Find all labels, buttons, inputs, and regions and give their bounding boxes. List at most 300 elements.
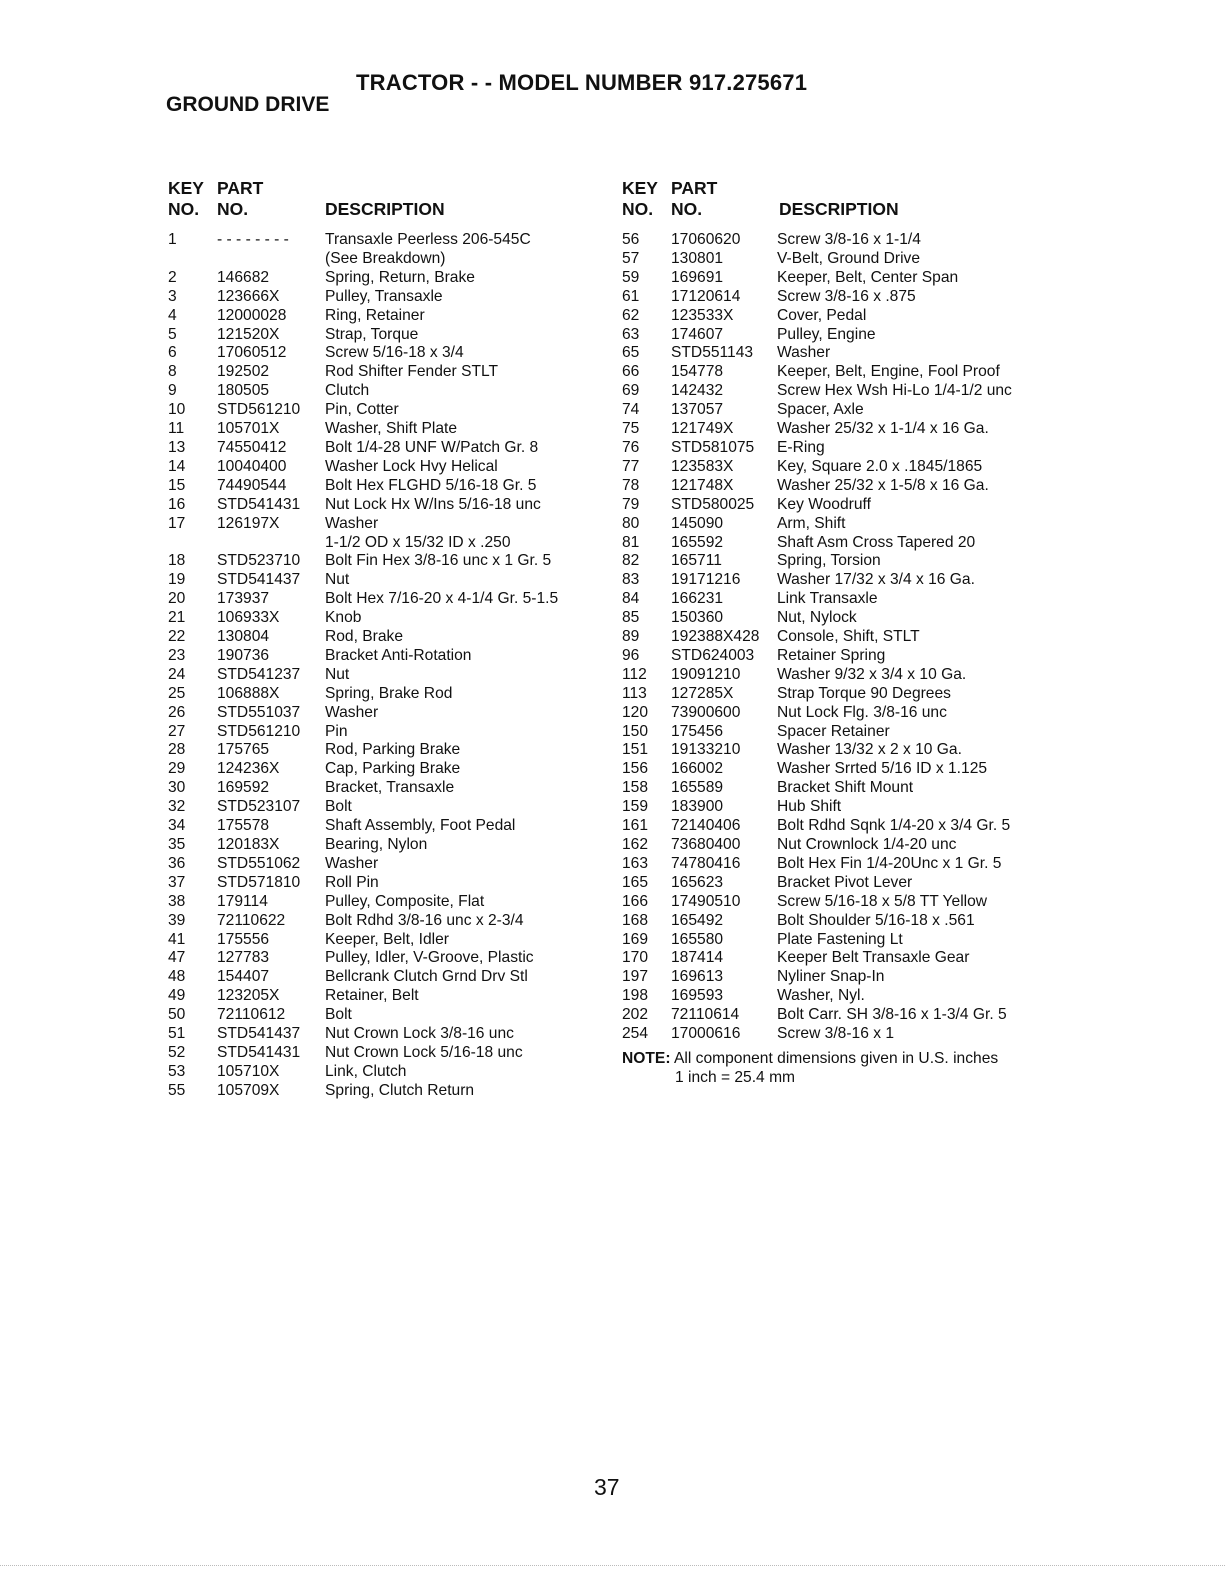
key-header-bottom: NO. [168,199,200,219]
description-header: DESCRIPTION [779,199,899,219]
part-description: Nut Crownlock 1/4-20 unc [777,836,957,853]
table-row [168,836,558,855]
part-number: 154778 [671,363,724,381]
part-number: 121520X [217,325,280,343]
part-number: 169592 [217,779,270,797]
part-number: 175556 [217,930,270,948]
part-number: 179114 [217,892,268,910]
table-row [622,439,1012,458]
part-description: Spring, Brake Rod [325,684,453,702]
table-row [168,269,558,288]
key-number: 32 [168,798,186,816]
parts-rows-right [622,231,1012,1044]
part-number: 74490544 [217,476,287,494]
part-description: Spring, Return, Brake [325,268,475,286]
table-row [168,477,558,496]
key-number: 163 [622,854,649,872]
part-description: Washer 25/32 x 1-1/4 x 16 Ga. [777,420,989,438]
part-number: 121749X [671,420,734,438]
table-row [168,704,558,723]
part-description: Nut Lock Flg. 3/8-16 unc [777,703,947,721]
table-row [622,382,1012,401]
key-number: 15 [168,476,186,494]
part-number: STD551143 [671,344,754,362]
key-number: 18 [168,552,186,570]
part-number: STD571810 [217,873,301,891]
key-number: 27 [168,722,186,740]
key-number: 254 [622,1025,649,1043]
table-row [168,779,558,798]
table-row [168,571,558,590]
key-number: 36 [168,854,186,872]
parts-list-left [168,178,558,1101]
part-number: 165492 [671,911,724,929]
part-number: 124236X [217,760,280,778]
part-description: 1-1/2 OD x 15/32 ID x .250 [325,533,511,551]
table-row [168,968,558,987]
part-number: 154407 [217,968,270,986]
part-description: Shaft Assembly, Foot Pedal [325,817,516,835]
table-row [168,609,558,628]
section-title: GROUND DRIVE [166,93,330,116]
table-row [622,836,1012,855]
part-number: 74550412 [217,438,287,456]
key-number: 34 [168,817,186,835]
key-number: 112 [622,665,647,683]
table-row [622,288,1012,307]
key-header-top: KEY [622,178,658,198]
table-row [622,534,1012,553]
description-header: DESCRIPTION [325,199,445,219]
part-description: Bolt [325,798,352,816]
table-row [168,1006,558,1025]
part-number: 74780416 [671,854,741,872]
table-row [168,647,558,666]
part-header-top: PART [671,178,718,198]
key-number: 202 [622,1006,649,1024]
part-number: 73900600 [671,703,741,721]
part-description: Pulley, Idler, V-Groove, Plastic [325,949,534,967]
part-number: 127783 [217,949,270,967]
part-description: Screw 3/8-16 x .875 [777,287,916,305]
key-number: 65 [622,344,640,362]
part-description: Keeper, Belt, Idler [325,930,449,948]
key-number: 8 [168,363,177,381]
table-row [622,326,1012,345]
part-description: Spacer, Axle [777,401,864,419]
key-number: 5 [168,325,177,343]
table-row [622,817,1012,836]
table-row [168,741,558,760]
key-number: 16 [168,495,186,513]
part-number: 17060512 [217,344,287,362]
part-description: Bolt Hex 7/16-20 x 4-1/4 Gr. 5-1.5 [325,590,559,608]
key-number: 53 [168,1062,186,1080]
part-description: Pin, Cotter [325,401,399,419]
table-row [622,344,1012,363]
table-row [622,987,1012,1006]
part-description: Console, Shift, STLT [777,628,920,646]
part-number: 166002 [671,760,724,778]
part-description: Rod Shifter Fender STLT [325,363,499,381]
table-row [168,1044,558,1063]
part-description: Screw 5/16-18 x 5/8 TT Yellow [777,892,988,910]
table-row [168,534,558,553]
part-number: 123205X [217,987,280,1005]
key-number: 41 [168,930,186,948]
part-description: Washer [325,703,379,721]
table-row [622,893,1012,912]
part-description: Screw 3/8-16 x 1 [777,1025,895,1043]
part-description: Link Transaxle [777,590,878,608]
part-number [217,534,325,553]
table-row [622,874,1012,893]
part-number: 180505 [217,382,270,400]
key-number: 120 [622,703,649,721]
part-description: Nut [325,665,350,683]
part-description: Transaxle Peerless 206-545C [325,231,531,248]
table-row [622,1006,1012,1025]
key-number: 17 [168,514,186,532]
part-number: 190736 [217,646,270,664]
part-number: STD523107 [217,798,301,816]
part-number: 183900 [671,798,724,816]
parts-rows-left [168,231,558,1101]
part-header-bottom: NO. [671,199,703,219]
scan-edge-divider [0,1565,1225,1566]
table-row [622,477,1012,496]
parts-table-header [622,178,1012,222]
part-number: 19171216 [671,571,741,589]
part-description: Pulley, Transaxle [325,287,443,305]
key-number: 22 [168,628,186,646]
table-row [622,685,1012,704]
table-row [168,912,558,931]
part-number: STD541437 [217,571,301,589]
note-label: NOTE: [622,1049,671,1067]
table-row [622,515,1012,534]
key-number: 79 [622,495,640,513]
key-number: 150 [622,722,649,740]
part-header-bottom: NO. [217,199,249,219]
part-description: Washer, Nyl. [777,987,865,1005]
table-row [168,798,558,817]
key-number: 35 [168,836,186,853]
part-number: 192502 [217,363,270,381]
part-description: Spacer Retainer [777,722,890,740]
key-header-bottom: NO. [622,199,654,219]
part-description: Nut, Nylock [777,609,857,627]
part-description: Pulley, Engine [777,325,876,343]
table-row [168,987,558,1006]
part-number: 120183X [217,836,280,853]
key-number: 81 [622,533,640,551]
key-number: 80 [622,514,640,532]
part-description: Nut Crown Lock 3/8-16 unc [325,1025,514,1043]
part-number: 17060620 [671,231,741,248]
table-row [168,855,558,874]
table-row [622,609,1012,628]
part-description: Washer Lock Hvy Helical [325,457,498,475]
table-row [168,893,558,912]
part-description: Retainer Spring [777,646,886,664]
table-row [622,590,1012,609]
part-description: Rod, Brake [325,628,404,646]
part-number: 17490510 [671,892,741,910]
key-number: 47 [168,949,186,967]
key-number: 14 [168,457,186,475]
part-number: 146682 [217,268,270,286]
key-number: 66 [622,363,640,381]
part-description: Knob [325,609,362,627]
table-row [168,931,558,950]
key-number [168,534,217,553]
table-row [168,231,558,250]
part-description: Pin [325,722,348,740]
part-description: Screw 5/16-18 x 3/4 [325,344,464,362]
part-description: Washer 17/32 x 3/4 x 16 Ga. [777,571,975,589]
part-number: 72110614 [671,1006,740,1024]
key-number: 169 [622,930,649,948]
table-row [168,685,558,704]
key-number: 2 [168,268,177,286]
key-number: 51 [168,1025,186,1043]
table-row [622,723,1012,742]
part-number: 73680400 [671,836,741,853]
part-number: 165580 [671,930,724,948]
key-number: 4 [168,306,177,324]
key-header-top: KEY [168,178,204,198]
table-row [622,363,1012,382]
part-number: STD624003 [671,646,755,664]
parts-list-right [622,178,1012,1087]
table-row [622,552,1012,571]
part-description: Washer [777,344,831,362]
table-row [168,590,558,609]
part-number: 169593 [671,987,724,1005]
key-number: 77 [622,457,640,475]
key-number: 61 [622,287,640,305]
part-number: STD541431 [217,1043,301,1061]
part-description: Washer [325,854,379,872]
table-row [622,571,1012,590]
part-number: 187414 [671,949,724,967]
key-number: 26 [168,703,186,721]
part-number: STD551037 [217,703,301,721]
key-number: 52 [168,1043,186,1061]
part-number: 175456 [671,722,724,740]
part-description: Link, Clutch [325,1062,407,1080]
table-row [168,1025,558,1044]
table-row [622,458,1012,477]
key-number: 11 [168,420,185,438]
part-description: Nut [325,571,350,589]
key-number: 30 [168,779,186,797]
part-description: E-Ring [777,438,825,456]
part-number: 126197X [217,514,280,532]
table-row [622,420,1012,439]
part-description: Roll Pin [325,873,379,891]
part-description: Ring, Retainer [325,306,425,324]
table-row [168,420,558,439]
part-number: 192388X428 [671,628,760,646]
table-row [168,874,558,893]
note-line-2: 1 inch = 25.4 mm [675,1068,796,1086]
table-row [168,496,558,515]
key-number: 82 [622,552,640,570]
table-row [168,817,558,836]
key-number: 166 [622,892,649,910]
part-number: 166231 [671,590,724,608]
key-number: 168 [622,911,649,929]
part-number: 72140406 [671,817,741,835]
part-header-top: PART [217,178,264,198]
table-row [622,307,1012,326]
table-row [622,401,1012,420]
part-number: 142432 [671,382,724,400]
part-description: Keeper, Belt, Center Span [777,268,959,286]
table-row [622,968,1012,987]
key-number: 1 [168,231,177,248]
key-number: 37 [168,873,186,891]
key-number: 23 [168,646,186,664]
table-row [622,855,1012,874]
table-row [622,250,1012,269]
part-description: Bolt Rdhd 3/8-16 unc x 2-3/4 [325,911,524,929]
part-number: 130801 [671,249,724,267]
key-number: 38 [168,892,186,910]
part-number: - - - - - - - - [217,231,289,248]
key-number: 50 [168,1006,186,1024]
key-number: 159 [622,798,649,816]
table-row [622,704,1012,723]
key-number: 29 [168,760,186,778]
part-description: Key, Square 2.0 x .1845/1865 [777,457,983,475]
table-row [168,382,558,401]
key-number [168,250,217,269]
part-description: Bracket, Transaxle [325,779,455,797]
table-row [622,760,1012,779]
key-number: 6 [168,344,177,362]
part-description: Bolt Shoulder 5/16-18 x .561 [777,911,975,929]
key-number: 83 [622,571,640,589]
part-description: Bolt Hex Fin 1/4-20Unc x 1 Gr. 5 [777,854,1002,872]
key-number: 151 [622,741,649,759]
key-number: 25 [168,684,186,702]
part-number: 127285X [671,684,734,702]
key-number: 158 [622,779,649,797]
part-number: 150360 [671,609,724,627]
part-number: STD561210 [217,722,301,740]
table-row [168,760,558,779]
table-row [168,949,558,968]
key-number: 62 [622,306,640,324]
part-description: Washer 25/32 x 1-5/8 x 16 Ga. [777,476,989,494]
part-number: STD541431 [217,495,301,513]
part-number: 10040400 [217,457,287,475]
part-description: Keeper Belt Transaxle Gear [777,949,970,967]
table-row [622,779,1012,798]
part-description: Strap, Torque [325,325,419,343]
key-number: 49 [168,987,186,1005]
part-number: 72110622 [217,911,286,929]
part-description: Washer 9/32 x 3/4 x 10 Ga. [777,665,967,683]
table-row [168,552,558,571]
key-number: 63 [622,325,640,343]
part-description: Bolt 1/4-28 UNF W/Patch Gr. 8 [325,438,539,456]
table-row [168,288,558,307]
part-number: 105710X [217,1062,280,1080]
part-number: 123533X [671,306,734,324]
part-description: Washer, Shift Plate [325,420,458,438]
table-row [168,401,558,420]
table-row [168,1063,558,1082]
table-row [168,326,558,345]
key-number: 20 [168,590,186,608]
key-number: 78 [622,476,640,494]
part-description: Bracket Anti-Rotation [325,646,472,664]
part-description: Clutch [325,382,370,400]
part-number: 121748X [671,476,734,494]
part-description: Bolt Fin Hex 3/8-16 unc x 1 Gr. 5 [325,552,552,570]
key-number: 170 [622,949,649,967]
part-description: Bellcrank Clutch Grnd Drv Stl [325,968,528,986]
part-description: Bolt Carr. SH 3/8-16 x 1-3/4 Gr. 5 [777,1006,1007,1024]
table-row [622,666,1012,685]
part-description: Bolt Rdhd Sqnk 1/4-20 x 3/4 Gr. 5 [777,817,1011,835]
table-row [168,1082,558,1101]
table-row [168,307,558,326]
part-description: Cover, Pedal [777,306,867,324]
key-number: 21 [168,609,186,627]
part-number: 174607 [671,325,724,343]
table-row [622,628,1012,647]
part-number [217,250,325,269]
part-number: 169613 [671,968,724,986]
table-row [622,949,1012,968]
part-description: Nyliner Snap-In [777,968,885,986]
part-description: Washer Srrted 5/16 ID x 1.125 [777,760,988,778]
table-row [622,269,1012,288]
part-description: Plate Fastening Lt [777,930,903,948]
key-number: 162 [622,836,649,853]
part-number: 165711 [671,552,722,570]
part-description: Washer 13/32 x 2 x 10 Ga. [777,741,962,759]
part-number: 17120614 [671,287,741,305]
part-description: Screw 3/8-16 x 1-1/4 [777,231,921,248]
part-number: 106888X [217,684,280,702]
part-description: Screw Hex Wsh Hi-Lo 1/4-1/2 unc [777,382,1012,400]
part-description: Strap Torque 90 Degrees [777,684,951,702]
part-number: STD541437 [217,1025,301,1043]
part-description: Keeper, Belt, Engine, Fool Proof [777,363,1000,381]
table-row [622,741,1012,760]
table-row [622,931,1012,950]
part-description: Rod, Parking Brake [325,741,461,759]
key-number: 89 [622,628,640,646]
page-title: TRACTOR - - MODEL NUMBER 917.275671 [356,70,808,95]
part-description: Bearing, Nylon [325,836,428,853]
key-number: 85 [622,609,640,627]
part-description: Retainer, Belt [325,987,419,1005]
page-number: 37 [594,1474,620,1500]
part-description: V-Belt, Ground Drive [777,249,921,267]
key-number: 156 [622,760,649,778]
key-number: 24 [168,665,186,683]
part-number: 175765 [217,741,270,759]
part-description: Cap, Parking Brake [325,760,461,778]
table-row [622,647,1012,666]
